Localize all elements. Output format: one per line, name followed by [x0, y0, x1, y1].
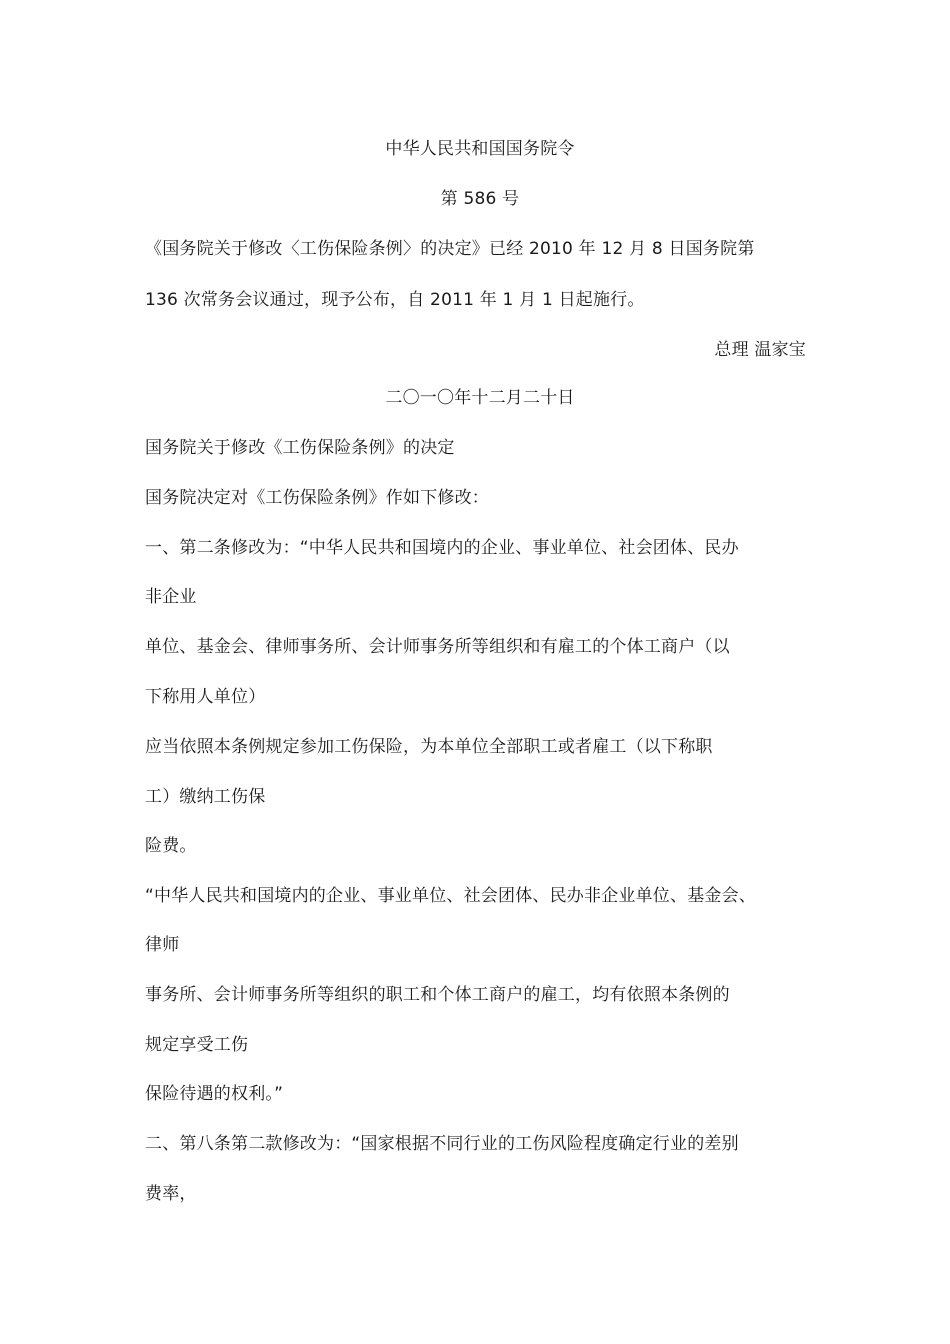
body-line: 费率， — [145, 1184, 197, 1204]
body-line: 二、第八条第二款修改为：“国家根据不同行业的工伤风险程度确定行业的差别 — [145, 1134, 739, 1154]
body-line: 律师 — [145, 935, 180, 955]
issue-date: 二〇一〇年十二月二十日 — [385, 388, 575, 408]
body-line: 应当依照本条例规定参加工伤保险，为本单位全部职工或者雇工（以下称职 — [145, 737, 713, 757]
preamble-line-1: 《国务院关于修改〈工伤保险条例〉的决定》已经 2010 年 12 月 8 日国务院第 — [145, 239, 755, 259]
body-line: 保险待遇的权利。” — [145, 1084, 284, 1104]
decision-intro: 国务院决定对《工伤保险条例》作如下修改： — [145, 488, 489, 508]
signature: 总理 温家宝 — [714, 340, 806, 360]
decision-title: 国务院关于修改《工伤保险条例》的决定 — [145, 438, 455, 458]
body-line: 工）缴纳工伤保 — [145, 787, 266, 807]
order-number: 第 586 号 — [440, 189, 520, 209]
body-line: “中华人民共和国境内的企业、事业单位、社会团体、民办非企业单位、基金会、 — [145, 886, 757, 906]
body-line: 单位、基金会、律师事务所、会计师事务所等组织和有雇工的个体工商户（以 — [145, 637, 730, 657]
body-line: 一、第二条修改为：“中华人民共和国境内的企业、事业单位、社会团体、民办 — [145, 538, 739, 558]
preamble-line-2: 136 次常务会议通过，现予公布，自 2011 年 1 月 1 日起施行。 — [145, 290, 645, 310]
body-line: 下称用人单位） — [145, 687, 266, 707]
body-line: 险费。 — [145, 836, 197, 856]
order-title: 中华人民共和国国务院令 — [385, 139, 575, 159]
body-line: 事务所、会计师事务所等组织的职工和个体工商户的雇工，均有依照本条例的 — [145, 985, 730, 1005]
body-line: 规定享受工伤 — [145, 1035, 249, 1055]
body-line: 非企业 — [145, 587, 197, 607]
